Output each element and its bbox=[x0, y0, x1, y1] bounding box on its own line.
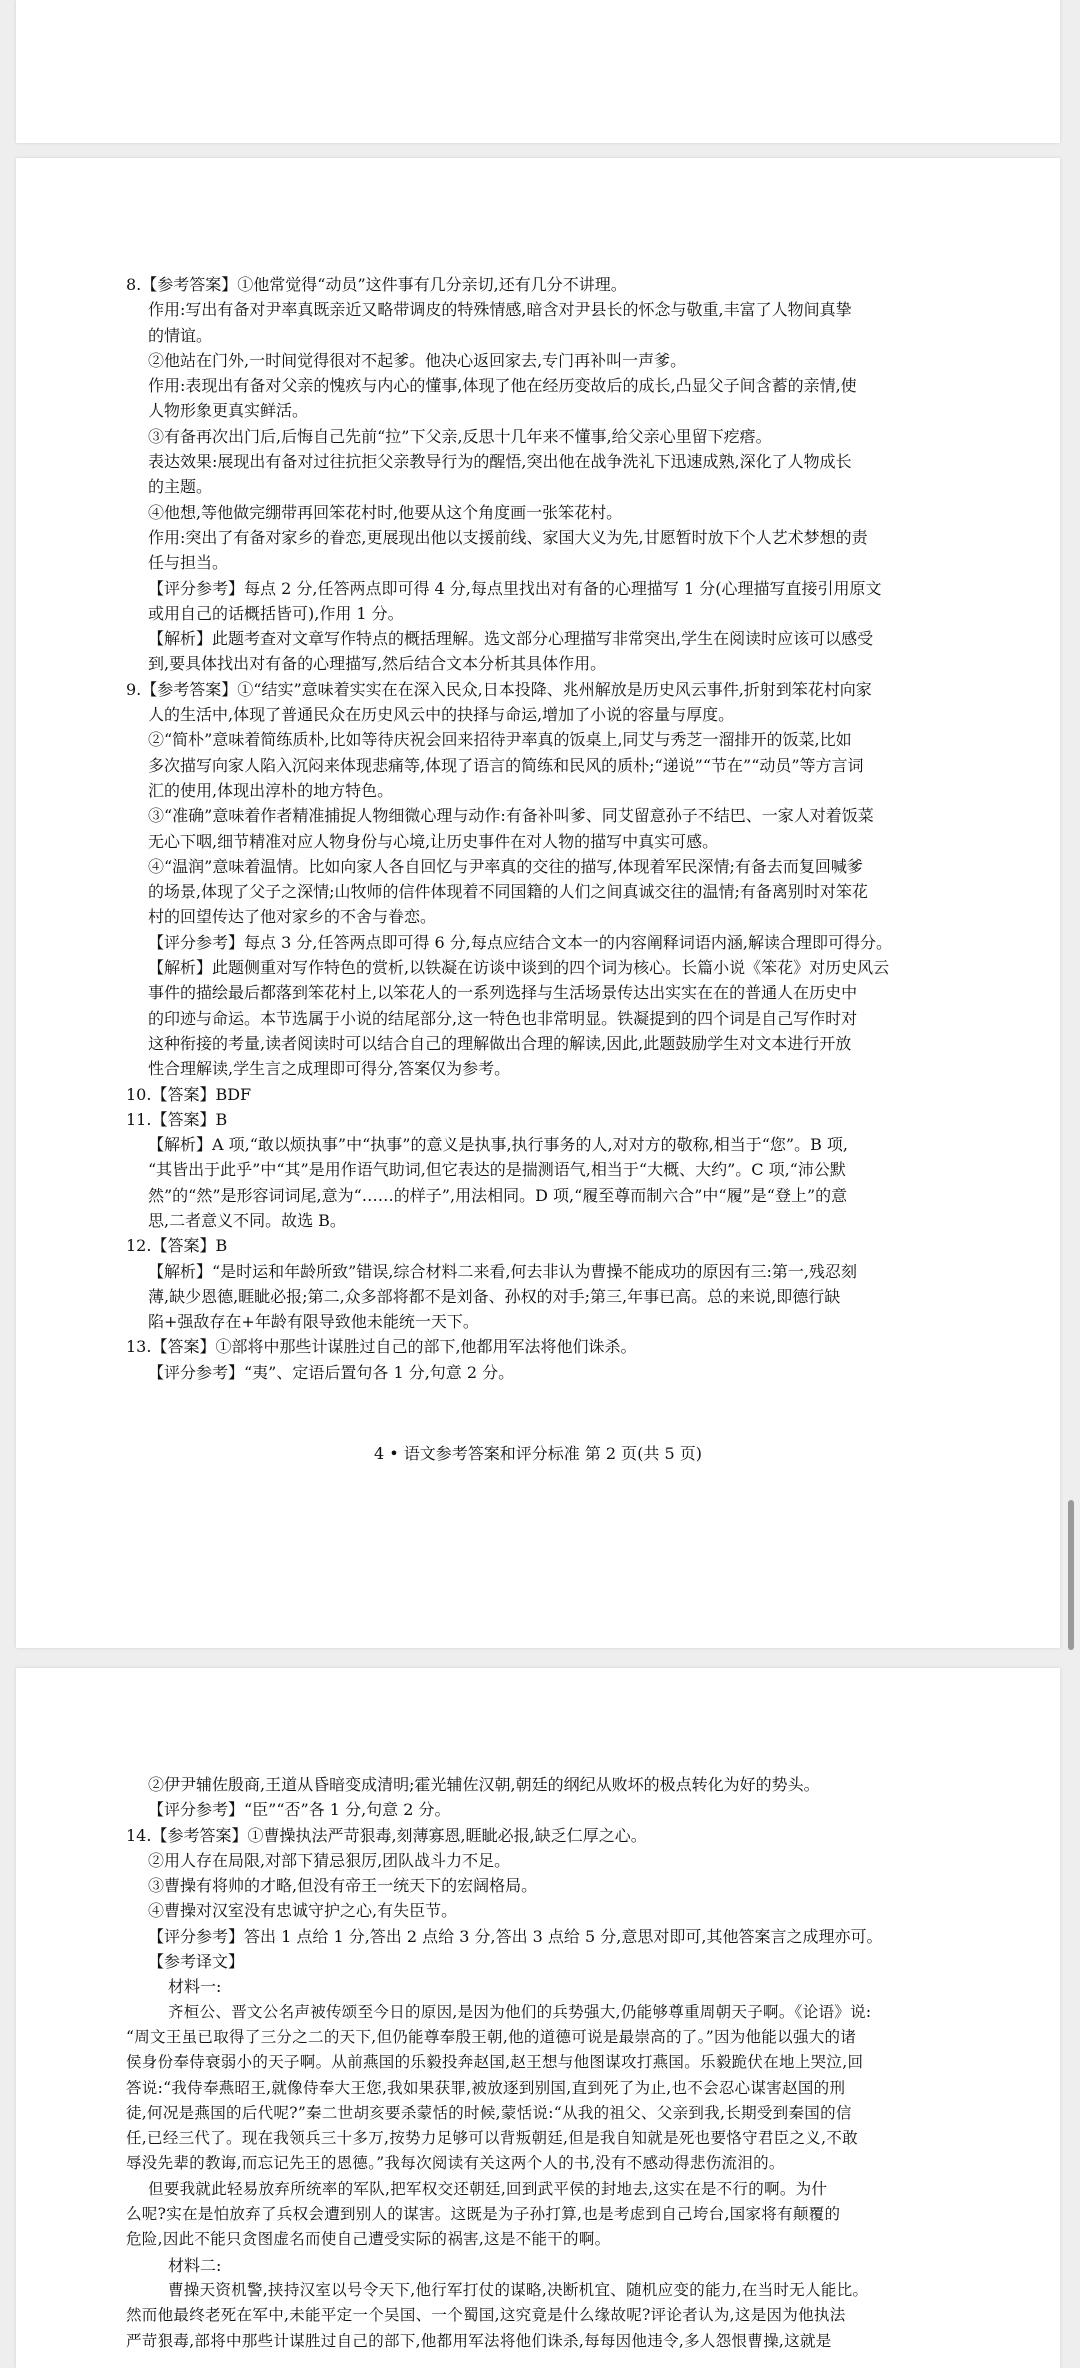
text-line: 危险,因此不能只贪图虚名而使自己遭受实际的祸害,这是不能干的啊。 bbox=[126, 2230, 611, 2249]
text-line: ④他想,等他做完绷带再回笨花村时,他要从这个角度画一张笨花村。 bbox=[148, 502, 623, 522]
page-2-body bbox=[126, 272, 976, 1385]
text-line: 然”的“然”是形容词词尾,意为“……的样子”,用法相同。D 项,“履至尊而制六合”中“履”是“登上”的意 bbox=[148, 1185, 848, 1205]
text-line: 这种衔接的考量,读者阅读时可以结合自己的理解做出合理的解读,因此,此题鼓励学生对文本进行开放 bbox=[148, 1033, 852, 1053]
text-line: 【解析】A 项,“敢以烦执事”中“执事”的意义是执事,执行事务的人,对对方的敬称,相当于“您”。B 项, bbox=[148, 1135, 848, 1155]
text-line: “其皆出于此乎”中“其”是用作语气助词,但它表达的是揣测语气,相当于“大概、大约”。C 项,“沛公默 bbox=[148, 1160, 846, 1180]
text-line: 曹操天资机警,挟持汉室以号令天下,他行军打仗的谋略,决断机宜、随机应变的能力,在当时无人能比。 bbox=[168, 2280, 869, 2299]
text-line: 侯身份奉侍衰弱小的天子啊。从前燕国的乐毅投奔赵国,赵王想与他图谋攻打燕国。乐毅跪伏在地上哭泣,回 bbox=[126, 2053, 864, 2072]
text-line: 村的回望传达了他对家乡的不舍与眷恋。 bbox=[148, 907, 437, 927]
text-line: 或用自己的话概括皆可),作用 1 分。 bbox=[148, 603, 404, 623]
text-line: 辱没先辈的教诲,而忘记先王的恩德。”我每次阅读有关这两个人的书,没有不感动得悲伤流泪的。 bbox=[126, 2154, 785, 2173]
text-line: 【评分参考】“夷”、定语后置句各 1 分,句意 2 分。 bbox=[148, 1362, 515, 1382]
text-line: 12.【答案】B bbox=[126, 1236, 228, 1256]
text-line: 人的生活中,体现了普通民众在历史风云中的抉择与命运,增加了小说的容量与厚度。 bbox=[148, 705, 735, 725]
text-line: ②伊尹辅佐殷商,王道从昏暗变成清明;霍光辅佐汉朝,朝廷的纲纪从败坏的极点转化为好的势头。 bbox=[148, 1775, 820, 1794]
text-line: 【评分参考】每点 2 分,任答两点即可得 4 分,每点里找出对有备的心理描写 1 分(心理描写直接引用原文 bbox=[148, 578, 882, 598]
text-line: 【评分参考】答出 1 点给 1 分,答出 2 点给 3 分,答出 3 点给 5 分,意思对即可,其他答案言之成理亦可。 bbox=[148, 1926, 883, 1946]
text-line: 【参考译文】 bbox=[148, 1952, 245, 1972]
text-line: 严苛狠毒,部将中那些计谋胜过自己的部下,他都用军法将他们诛杀,每每因他违令,多人怨恨曹操,这就是 bbox=[126, 2331, 832, 2350]
document-page-2 bbox=[16, 158, 1060, 1648]
text-line: 作用:突出了有备对家乡的眷恋,更展现出他以支援前线、家国大义为先,甘愿暂时放下个人艺术梦想的责 bbox=[148, 527, 868, 547]
text-line: 【评分参考】每点 3 分,任答两点即可得 6 分,每点应结合文本一的内容阐释词语内涵,解读合理即可得分。 bbox=[148, 932, 892, 952]
text-line: 作用:表现出有备对父亲的愧疚与内心的懂事,体现了他在经历变故后的成长,凸显父子间含蓄的亲情,使 bbox=[148, 376, 857, 396]
text-line: 8.【参考答案】①他常觉得“动员”这件事有几分亲切,还有几分不讲理。 bbox=[126, 275, 627, 294]
text-line: 到,要具体找出对有备的心理描写,然后结合文本分析其具体作用。 bbox=[148, 654, 607, 674]
page-footer: 4 • 语文参考答案和评分标准 第 2 页(共 5 页) bbox=[373, 1444, 703, 1463]
text-line: 齐桓公、晋文公名声被传颂至今日的原因,是因为他们的兵势强大,仍能够尊重周朝天子啊。《论语》说: bbox=[168, 2002, 872, 2021]
text-line: 作用:写出有备对尹率真既亲近又略带调皮的特殊情感,暗含对尹县长的怀念与敬重,丰富了人物间真挚 bbox=[148, 300, 852, 320]
text-line: 的主题。 bbox=[148, 477, 213, 497]
text-line: 的印迹与命运。本节选属于小说的结尾部分,这一特色也非常明显。铁凝提到的四个词是自己写作时对 bbox=[148, 1008, 858, 1028]
text-line: 13.【答案】①部将中那些计谋胜过自己的部下,他都用军法将他们诛杀。 bbox=[126, 1337, 637, 1357]
page-3-body bbox=[126, 1772, 976, 2354]
document-page-3 bbox=[16, 1668, 1060, 2368]
text-line: 11.【答案】B bbox=[126, 1109, 228, 1129]
text-line: 的情谊。 bbox=[148, 325, 213, 345]
text-line: 汇的使用,体现出淳朴的地方特色。 bbox=[148, 780, 394, 800]
text-line: 但要我就此轻易放弃所统率的军队,把军权交还朝廷,回到武平侯的封地去,这实在是不行的啊。为什 bbox=[148, 2179, 828, 2198]
text-line: 多次描写向家人陷入沉闷来体现悲痛等,体现了语言的简练和民风的质朴;“递说”“节在”“动员”等方言词 bbox=[148, 755, 864, 775]
text-line: ③有备再次出门后,后悔自己先前“拉”下父亲,反思十几年来不懂事,给父亲心里留下疙瘩。 bbox=[148, 426, 772, 446]
text-line: ②“简朴”意味着简练质朴,比如等待庆祝会回来招待尹率真的饭桌上,同艾与秀芝一溜排开的饭菜,比如 bbox=[148, 730, 852, 750]
text-line: 【解析】“是时运和年龄所致”错误,综合材料二来看,何去非认为曹操不能成功的原因有三:第一,残忍刻 bbox=[148, 1261, 858, 1281]
text-line: ④“温润”意味着温情。比如向家人各自回忆与尹率真的交往的描写,体现着军民深情;有备去而复回喊爹 bbox=[148, 856, 863, 876]
text-line: 的场景,体现了父子之深情;山牧师的信件体现着不同国籍的人们之间真诚交往的温情;有备离别时对笨花 bbox=[148, 882, 868, 902]
text-line: 无心下咽,细节精准对应人物身份与心境,让历史事件在对人物的描写中真实可感。 bbox=[148, 831, 719, 851]
scrollbar-thumb[interactable] bbox=[1068, 1500, 1074, 1650]
text-line: 答说:“我侍奉燕昭王,就像侍奉大王您,我如果获罪,被放逐到别国,直到死了为止,也不会忍心谋害赵国的刑 bbox=[126, 2078, 846, 2097]
text-line: ③“准确”意味着作者精准捕捉人物细微心理与动作:有备补叫爹、同艾留意孙子不结巴、一家人对着饭菜 bbox=[148, 806, 874, 826]
text-line: 【解析】此题考查对文章写作特点的概括理解。选文部分心理描写非常突出,学生在阅读时应该可以感受 bbox=[148, 629, 874, 649]
text-line: 14.【参考答案】①曹操执法严苛狠毒,刻薄寡恩,睚眦必报,缺乏仁厚之心。 bbox=[126, 1825, 647, 1845]
text-line: 任与担当。 bbox=[148, 553, 229, 573]
text-line: 性合理解读,学生言之成理即可得分,答案仅为参考。 bbox=[148, 1059, 511, 1079]
text-line: 材料一: bbox=[168, 1977, 222, 1997]
text-line: 10.【答案】BDF bbox=[126, 1084, 252, 1104]
text-line: ②他站在门外,一时间觉得很对不起爹。他决心返回家去,专门再补叫一声爹。 bbox=[148, 350, 687, 370]
text-line: 表达效果:展现出有备对过往抗拒父亲教导行为的醒悟,突出他在战争洗礼下迅速成熟,深化了人物成长 bbox=[148, 452, 852, 472]
text-line: 【解析】此题侧重对写作特色的赏析,以铁凝在访谈中谈到的四个词为核心。长篇小说《笨花》对历史风云 bbox=[148, 958, 890, 978]
text-line: 么呢?实在是怕放弃了兵权会遭到别人的谋害。这既是为子孙打算,也是考虑到自己垮台,国家将有颠覆的 bbox=[126, 2205, 841, 2224]
text-line: 然而他最终老死在军中,未能平定一个吴国、一个蜀国,这究竟是什么缘故呢?评论者认为,这是因为他执法 bbox=[126, 2306, 846, 2325]
text-line: ②用人存在局限,对部下猜忌狠厉,团队战斗力不足。 bbox=[148, 1850, 511, 1870]
text-line: 任,已经三代了。现在我领兵三十多万,按势力足够可以背叛朝廷,但是我自知就是死也要恪守君臣之义,不敢 bbox=[126, 2129, 858, 2148]
text-line: 材料二: bbox=[168, 2255, 222, 2275]
text-line: 人物形象更真实鲜活。 bbox=[148, 401, 309, 421]
text-line: 事件的描绘最后都落到笨花村上,以笨花人的一系列选择与生活场景传达出实实在在的普通人在历史中 bbox=[148, 983, 858, 1003]
previous-page-bottom bbox=[16, 0, 1060, 143]
text-line: “周文王虽已取得了三分之二的天下,但仍能尊奉殷王朝,他的道德可说是最崇高的了。”因为他能以强大的诸 bbox=[126, 2027, 857, 2046]
text-line: ④曹操对汉室没有忠诚守护之心,有失臣节。 bbox=[148, 1901, 458, 1921]
text-line: 徒,何况是燕国的后代呢?”秦二世胡亥要杀蒙恬的时候,蒙恬说:“从我的祖父、父亲到我,长期受到秦国的信 bbox=[126, 2103, 852, 2122]
text-line: 陷+强敌存在+年龄有限导致他未能统一天下。 bbox=[148, 1312, 479, 1332]
text-line: ③曹操有将帅的才略,但没有帝王一统天下的宏阔格局。 bbox=[148, 1876, 538, 1896]
text-line: 思,二者意义不同。故选 B。 bbox=[148, 1210, 346, 1230]
text-line: 9.【参考答案】①“结实”意味着实实在在深入民众,日本投降、兆州解放是历史风云事件,折射到笨花村向家 bbox=[126, 679, 872, 699]
text-line: 【评分参考】“臣”“否”各 1 分,句意 2 分。 bbox=[148, 1800, 451, 1820]
text-line: 薄,缺少恩德,睚眦必报;第二,众多部将都不是刘备、孙权的对手;第三,年事已高。总的来说,即德行缺 bbox=[148, 1286, 841, 1306]
